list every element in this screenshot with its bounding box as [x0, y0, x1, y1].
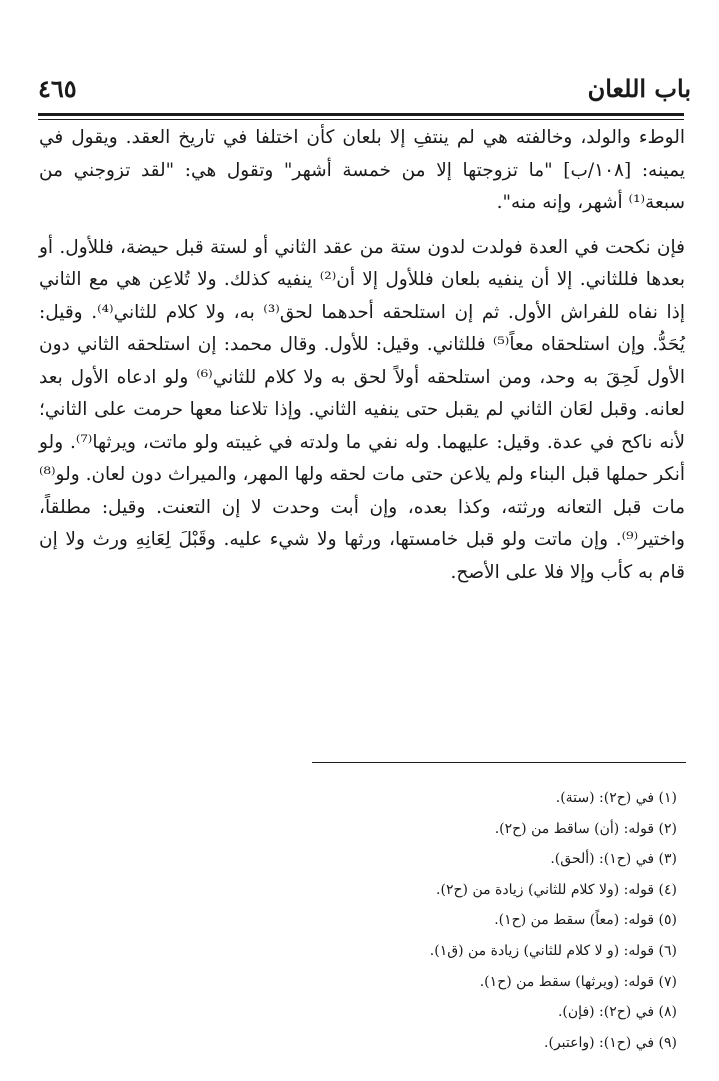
footnote-item: (٤) قوله: (ولا كلام للثاني) زيادة من (ح٢).: [436, 881, 677, 898]
footnote-item: (٢) قوله: (أن) ساقط من (ح٢).: [494, 820, 677, 837]
paragraph: الوطء والولد، وخالفته هي لم ينتفِ إلا بلعان كأن اختلفا في تاريخ العقد. ويقول في يمينه: [١٠٨/ب] "ما تزوجتها إلا من خمسة أشهر" وتقول هي: "لقد تزوجني من سبعة⁽¹⁾ أشهر، وإنه منه".: [39, 127, 685, 213]
chapter-title: باب اللعان: [587, 74, 691, 103]
footnote-item: (١) في (ح٢): (ستة).: [555, 790, 677, 806]
footnote-item: (٣) في (ح١): (ألحق).: [550, 851, 677, 868]
footnote-item: (٥) قوله: (معاً) سقط من (ح١).: [494, 912, 677, 929]
paragraph: فإن نكحت في العدة فولدت لدون ستة من عقد الثاني أو لستة قبل حيضة، فللأول. أو بعدها فللثاني. إلا أن ينفيه بلعان فللأول إلا أن⁽²⁾ ينفيه كذلك. ولا تُلاعِن هي مع الثاني إذا نفاه للفراش الأول. ثم إن استلحقه أحدهما لحق⁽³⁾ به، ولا كلام للثاني⁽⁴⁾. وقيل: يُحَدُّ. وإن استلحقاه معاً⁽⁵⁾ فللثاني. وقيل: للأول. وقال محمد: إن استلحقه الثاني دون الأول لَحِقَ به وحد، ومن استلحقه أولاً لحق به ولا كلام للثاني⁽⁶⁾ ولو ادعاه الأول بعد لعانه. وقبل لعَان الثاني لم يقبل حتى ينفيه الثاني. وإذا تلاعنا معها حرمت على الثاني؛ لأنه ناكح في عدة. وقيل: عليهما. وله نفي ما ولدته في غيبته ولو ماتت، ويرثها⁽⁷⁾. ولو أنكر حملها قبل البناء ولم يلاعن حتى مات لحقه ولها المهر، والميراث دون لعان. ولو⁽⁸⁾ مات قبل التعانه ورثته، وكذا بعده، وإن أبت وحدت لا إن التعنت. وقيل: مطلقاً، واختير⁽⁹⁾. وإن ماتت ولو قبل خامستها، ورثها ولا شيء عليه. وقَبْلَ لِعَانِهِ ورث ولا إن قام به كأب وإلا فلا على الأصح.: [39, 236, 686, 583]
header-rule-thin: [38, 119, 684, 120]
main-text: [39, 122, 685, 589]
footnote-item: (٩) في (ح١): (واعتبر).: [544, 1034, 677, 1051]
footnote-item: (٨) في (ح٢): (فإن).: [557, 1004, 677, 1021]
page-number: ٤٦٥: [38, 74, 77, 103]
footnote-item: (٦) قوله: (و لا كلام للثاني) زيادة من (ق١).: [429, 942, 677, 959]
footnotes-list: [117, 783, 677, 1058]
footnote-separator: [312, 762, 686, 763]
footnote-item: (٧) قوله: (ويرثها) سقط من (ح١).: [479, 973, 677, 990]
header-rule-thick: [38, 113, 684, 116]
